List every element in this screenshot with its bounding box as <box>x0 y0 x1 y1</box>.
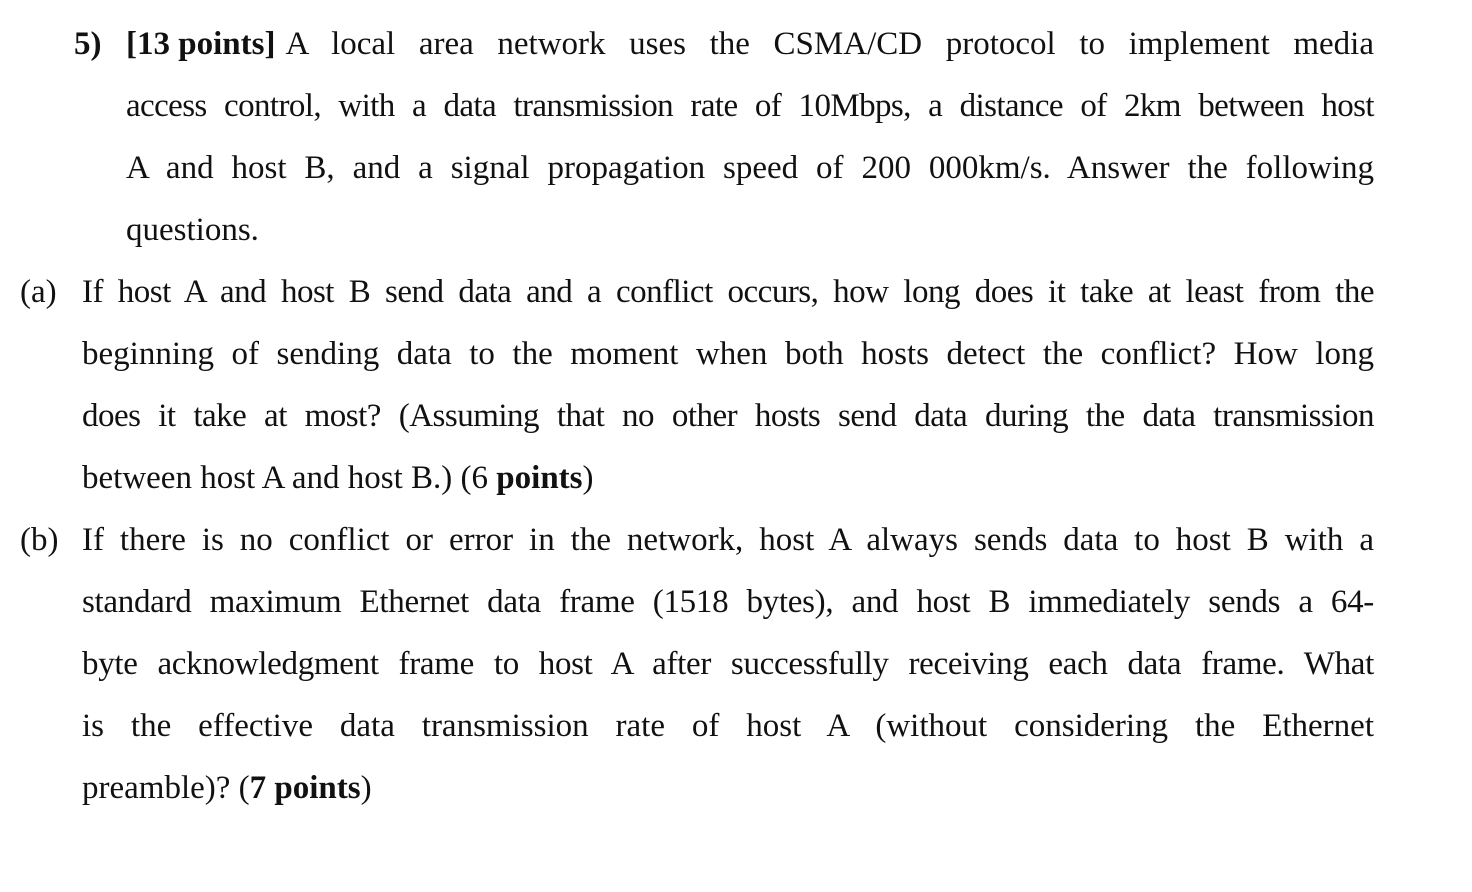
part-a-line-2: beginning of sending data to the moment when both hosts detect the conflict? How long <box>82 336 1374 372</box>
question-stem-line-4: questions. <box>126 212 259 248</box>
part-a-line-3: does it take at most? (Assuming that no other hosts send data during the data transmission <box>82 398 1374 434</box>
part-a-line-4-end: ) <box>582 460 594 496</box>
part-a-line-4 <box>82 458 594 498</box>
question-number: 5) <box>74 26 102 62</box>
part-b-line-5-text: preamble)? ( <box>82 770 250 806</box>
question-stem-line-2: access control, with a data transmission rate of 10Mbps, a distance of 2km between host <box>126 88 1374 124</box>
part-b-line-3: byte acknowledgment frame to host A after successfully receiving each data frame. What <box>82 646 1374 682</box>
question-points-label: [13 points] <box>126 26 276 62</box>
part-b-line-2: standard maximum Ethernet data frame (1518 bytes), and host B immediately sends a 64- <box>82 584 1374 620</box>
part-b-line-5 <box>82 768 372 808</box>
part-b-label: (b) <box>20 522 59 558</box>
part-b-line-4: is the effective data transmission rate of host A (without considering the Ethernet <box>82 708 1374 744</box>
part-b-line-5-end: ) <box>360 770 372 806</box>
part-a-label: (a) <box>20 274 57 310</box>
question-stem-line-3: A and host B, and a signal propagation speed of 200 000km/s. Answer the following <box>126 150 1374 186</box>
question-stem-line-1 <box>126 24 1374 64</box>
part-a-line-1: If host A and host B send data and a conflict occurs, how long does it take at least from the <box>82 274 1374 310</box>
part-b-points: 7 points <box>249 770 361 806</box>
part-b-line-1: If there is no conflict or error in the network, host A always sends data to host B with a <box>82 522 1374 558</box>
part-a-points: points <box>496 460 583 496</box>
question-stem-line-1-text: A local area network uses the CSMA/CD protocol to implement media <box>285 26 1374 62</box>
part-a-line-4-text: between host A and host B.) (6 <box>82 460 497 496</box>
